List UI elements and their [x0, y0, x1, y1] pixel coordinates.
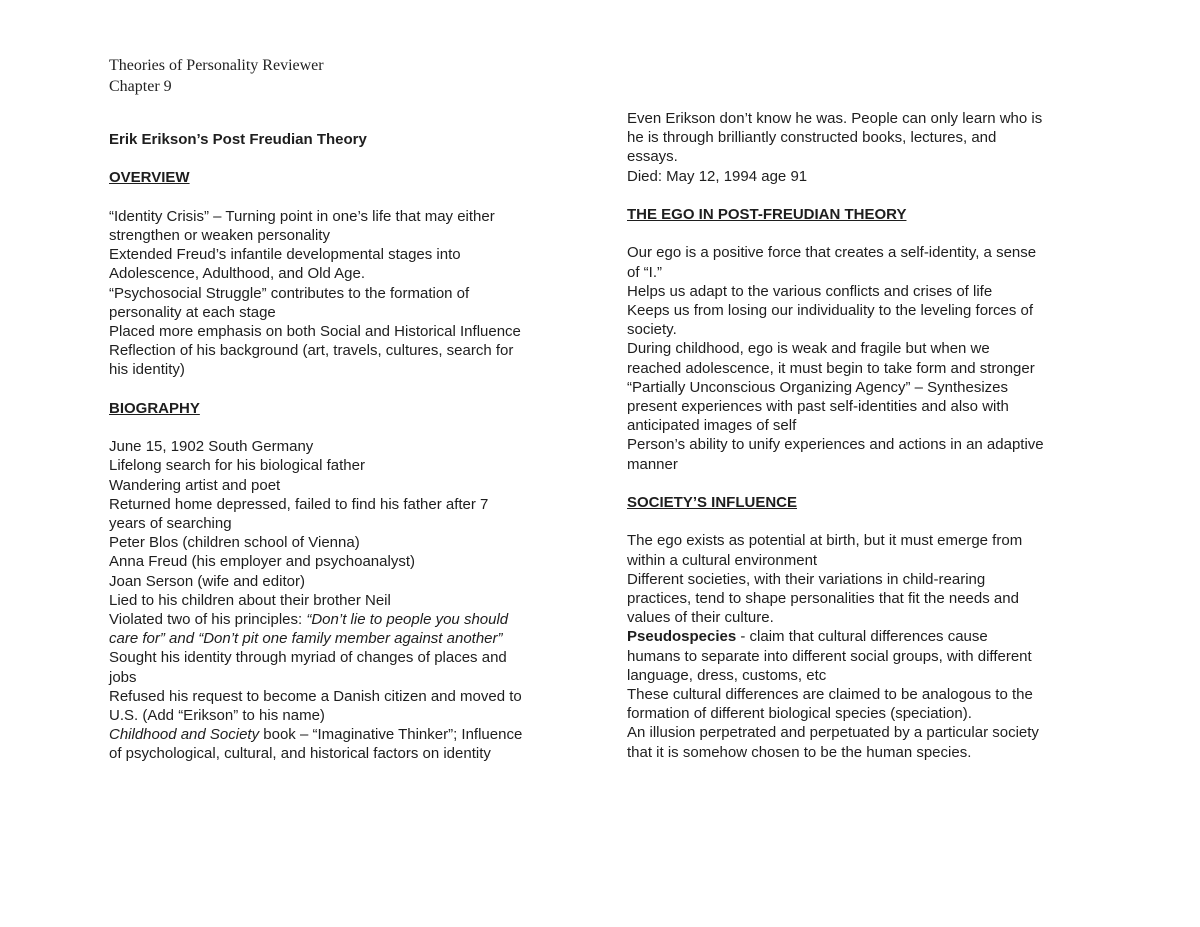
overview-line: Reflection of his background (art, travels, cultures, search for [109, 342, 514, 360]
book-line [109, 725, 579, 744]
biography-heading: BIOGRAPHY [109, 399, 200, 417]
ego-line: Our ego is a positive force that creates a self-identity, a sense [627, 244, 1037, 262]
biography-line: Joan Serson (wife and editor) [109, 572, 305, 590]
left-column [109, 130, 579, 764]
ego-line: society. [627, 321, 677, 339]
biography-line: Returned home depressed, failed to find his father after 7 [109, 495, 489, 513]
society-line: The ego exists as potential at birth, but it must emerge from [627, 532, 1023, 550]
society-line: practices, tend to shape personalities that fit the needs and [627, 590, 1019, 608]
book-line-2: of psychological, cultural, and historical factors on identity [109, 745, 491, 763]
continued-line: he is through brilliantly constructed books, lectures, and [627, 129, 997, 147]
ego-line: During childhood, ego is weak and fragile but when we [627, 340, 990, 358]
society-line: values of their culture. [627, 609, 774, 627]
main-title: Erik Erikson’s Post Freudian Theory [109, 131, 367, 148]
continued-line: Even Erikson don’t know he was. People can only learn who is [627, 110, 1043, 127]
biography-line: Anna Freud (his employer and psychoanalyst) [109, 553, 415, 571]
principles-prefix: Violated two of his principles: [109, 611, 307, 629]
overview-line: “Psychosocial Struggle” contributes to the formation of [109, 284, 470, 302]
book-rest: book – “Imaginative Thinker”; Influence [259, 726, 523, 744]
biography-line: jobs [109, 668, 137, 686]
society-line: These cultural differences are claimed to be analogous to the [627, 686, 1033, 704]
principles-quote: “Don’t lie to people you should [306, 611, 509, 629]
overview-line: “Identity Crisis” – Turning point in one’s life that may either [109, 207, 495, 225]
right-column [627, 109, 1097, 762]
ego-line: reached adolescence, it must begin to take form and stronger [627, 359, 1035, 377]
society-heading: SOCIETY’S INFLUENCE [627, 494, 798, 512]
biography-line: Sought his identity through myriad of changes of places and [109, 649, 507, 667]
biography-line: Refused his request to become a Danish citizen and moved to [109, 687, 522, 705]
pseudospecies-line [627, 627, 1097, 646]
overview-line: Placed more emphasis on both Social and Historical Influence [109, 323, 521, 340]
death-line: Died: May 12, 1994 age 91 [627, 167, 808, 185]
overview-heading: OVERVIEW [109, 169, 190, 187]
principles-line [109, 610, 579, 629]
biography-line: Lied to his children about their brother Neil [109, 591, 391, 609]
ego-line: “Partially Unconscious Organizing Agency” – Synthesizes [627, 378, 1009, 396]
ego-line: of “I.” [627, 263, 663, 281]
society-line: formation of different biological species (speciation). [627, 705, 972, 723]
ego-line: manner [627, 455, 678, 473]
society-line: Different societies, with their variations in child-rearing [627, 570, 986, 588]
society-line: An illusion perpetrated and perpetuated by a particular society [627, 724, 1039, 742]
overview-line: Extended Freud’s infantile developmental stages into [109, 246, 461, 264]
ego-line: Person’s ability to unify experiences and actions in an adaptive [627, 436, 1044, 454]
principles-quote-cont: care for” and “Don’t pit one family member against another” [109, 630, 503, 648]
document-title: Theories of Personality Reviewer [109, 57, 324, 74]
overview-line: his identity) [109, 361, 185, 379]
overview-line: strengthen or weaken personality [109, 226, 330, 244]
society-line: language, dress, customs, etc [627, 666, 827, 684]
overview-line: personality at each stage [109, 303, 276, 321]
biography-line: Peter Blos (children school of Vienna) [109, 534, 360, 552]
society-line: within a cultural environment [627, 551, 818, 569]
continued-line: essays. [627, 148, 678, 166]
pseudospecies-term: Pseudospecies [627, 628, 737, 646]
ego-line: Helps us adapt to the various conflicts and crises of life [627, 282, 993, 300]
biography-line: Lifelong search for his biological father [109, 457, 365, 475]
biography-line: years of searching [109, 515, 232, 532]
biography-line: Wandering artist and poet [109, 476, 281, 494]
ego-line: present experiences with past self-identities and also with [627, 398, 1009, 416]
pseudospecies-definition: - claim that cultural differences cause [736, 628, 988, 646]
biography-line: June 15, 1902 South Germany [109, 438, 314, 456]
document-header [109, 55, 324, 97]
society-line: humans to separate into different social groups, with different [627, 647, 1032, 665]
biography-line: U.S. (Add “Erikson” to his name) [109, 707, 325, 725]
chapter-label: Chapter 9 [109, 78, 172, 95]
overview-line: Adolescence, Adulthood, and Old Age. [109, 265, 366, 283]
ego-line: anticipated images of self [627, 417, 797, 435]
book-title: Childhood and Society [109, 726, 260, 744]
society-line: that it is somehow chosen to be the human species. [627, 743, 972, 761]
ego-line: Keeps us from losing our individuality to the leveling forces of [627, 302, 1034, 319]
ego-heading: THE EGO IN POST-FREUDIAN THEORY [627, 206, 907, 223]
